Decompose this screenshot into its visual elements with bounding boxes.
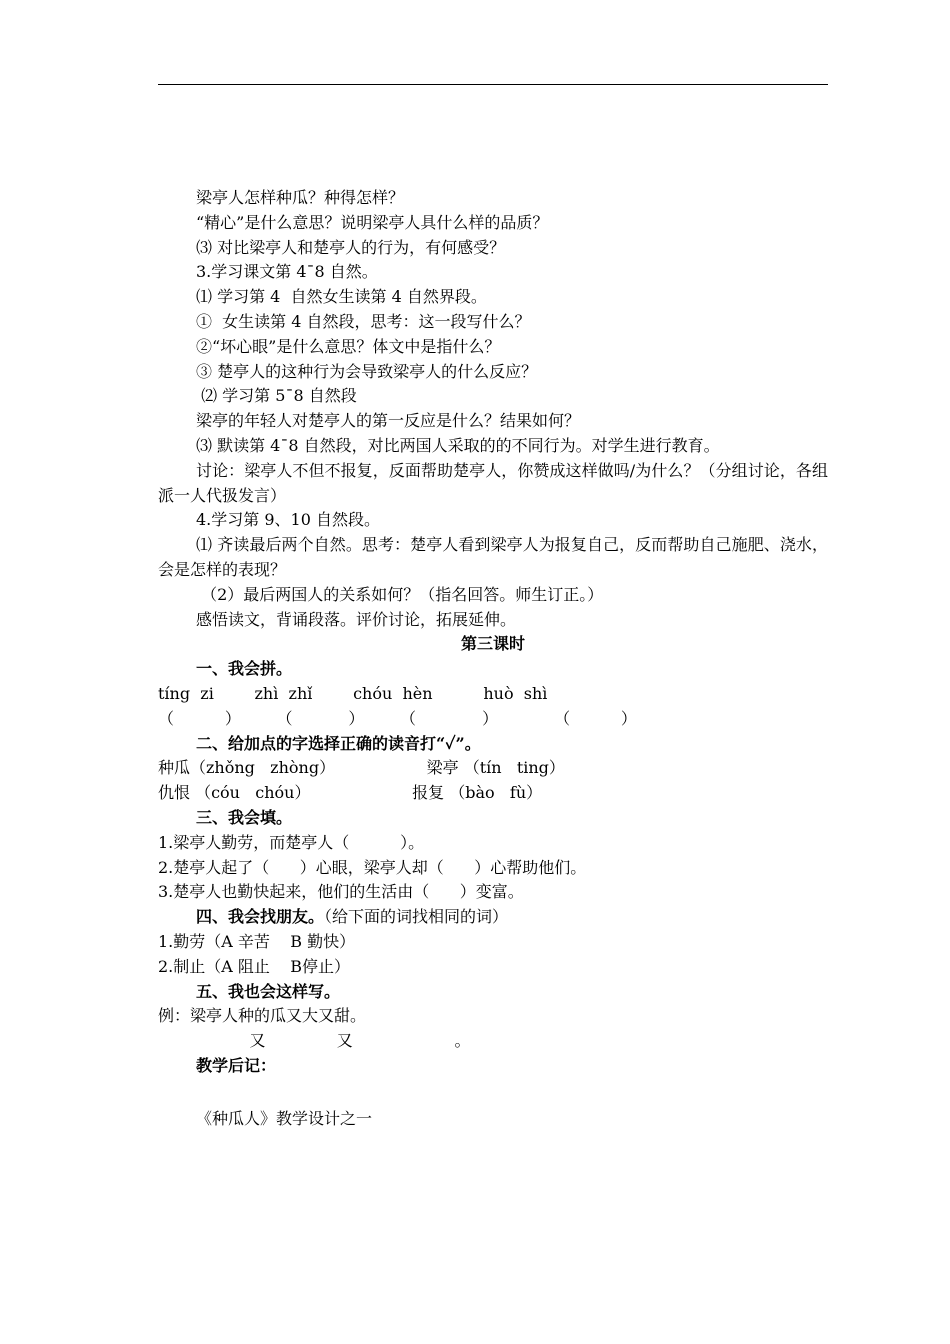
text-paragraph: 讨论：梁亭人不但不报复，反面帮助楚亭人，你赞成这样做吗/为什么？（分组讨论，各组派一人代扱发言） [158, 460, 828, 505]
text-line: 梁亭人怎样种瓜？种得怎样？ [196, 188, 405, 207]
text-line: ⑶ 对比梁亭人和楚亭人的行为，有何感受？ [196, 237, 506, 257]
text-line: 4.学习第 9、10 自然段。 [196, 510, 380, 530]
reading-row: 仇恨 （cóu chóu） 报复 （bào fù） [158, 783, 543, 803]
section-title: 五、我也会这样写。 [196, 981, 341, 1001]
text-line: “精心”是什么意思？说明梁亭人具什么样的品质？ [196, 212, 549, 232]
fill-question: 3.楚亭人也勤快起来，他们的生活由（ ）变富。 [158, 882, 524, 902]
document-page [158, 186, 828, 1131]
text-line: ⑴ 学习第 4 自然女生读第 4 自然界段。 [196, 287, 487, 307]
text-line: ⑶ 默读第 4¯8 自然段，对比两国人采取的的不同行为。对学生进行教育。 [196, 435, 720, 455]
fill-question: 1.梁亭人勤劳，而楚亭人（ ）。 [158, 832, 425, 852]
section-title: 三、我会填。 [196, 807, 293, 827]
text-paragraph: ⑴ 齐读最后两个自然。思考：楚亭人看到梁亭人为报复自己，反而帮助自己施肥、浇水，会是怎样的表现？ [158, 535, 828, 579]
section-title: 二、给加点的字选择正确的读音打“✓”。 [196, 733, 481, 753]
header-rule [158, 84, 828, 85]
fill-line: 又 又 。 [158, 1031, 471, 1051]
fill-question: 2.楚亭人起了（ ）心眼，梁亭人却（ ）心帮助他们。 [158, 857, 587, 877]
example-line: 例：梁亭人种的瓜又大又甜。 [158, 1006, 367, 1026]
section-title: 一、我会拼。 [196, 659, 293, 679]
section-title: 四、我会找朋友。 [196, 907, 325, 927]
section-heading [158, 905, 828, 930]
blank-row: （ ） （ ） （ ） （ ） [158, 708, 637, 728]
reading-row: 种瓜（zhǒng zhòng） 梁亭 （tín ting） [158, 758, 565, 778]
pinyin-row: tíng zi zhì zhǐ chóu hèn huò shì [158, 683, 548, 703]
match-question: 1.勤劳（A 辛苦 B 勤快） [158, 931, 356, 951]
postscript-label: 教学后记： [196, 1055, 277, 1075]
text-line: 感悟读文，背诵段落。评价讨论，拓展延伸。 [196, 609, 517, 629]
lesson-title: 第三课时 [460, 634, 525, 654]
text-line: ③ 楚亭人的这种行为会导致梁亭人的什么反应？ [196, 361, 538, 381]
section-note: （给下面的词找相同的词） [324, 907, 509, 927]
match-question: 2.制止（A 阻止 B停止） [158, 956, 351, 976]
text-line: （2）最后两国人的关系如何？（指名回答。师生订正。） [196, 584, 604, 604]
text-line: 梁亭的年轻人对楚亭人的第一反应是什么？结果如何？ [196, 411, 581, 431]
next-document-title: 《种瓜人》教学设计之一 [196, 1108, 373, 1128]
text-line: ① 女生读第 4 自然段，思考：这一段写什么？ [196, 311, 531, 331]
text-line: ⑵ 学习第 5¯8 自然段 [196, 386, 357, 406]
text-line: ②“坏心眼”是什么意思？体文中是指什么？ [196, 336, 501, 356]
text-line: 3.学习课文第 4¯8 自然。 [196, 262, 378, 282]
